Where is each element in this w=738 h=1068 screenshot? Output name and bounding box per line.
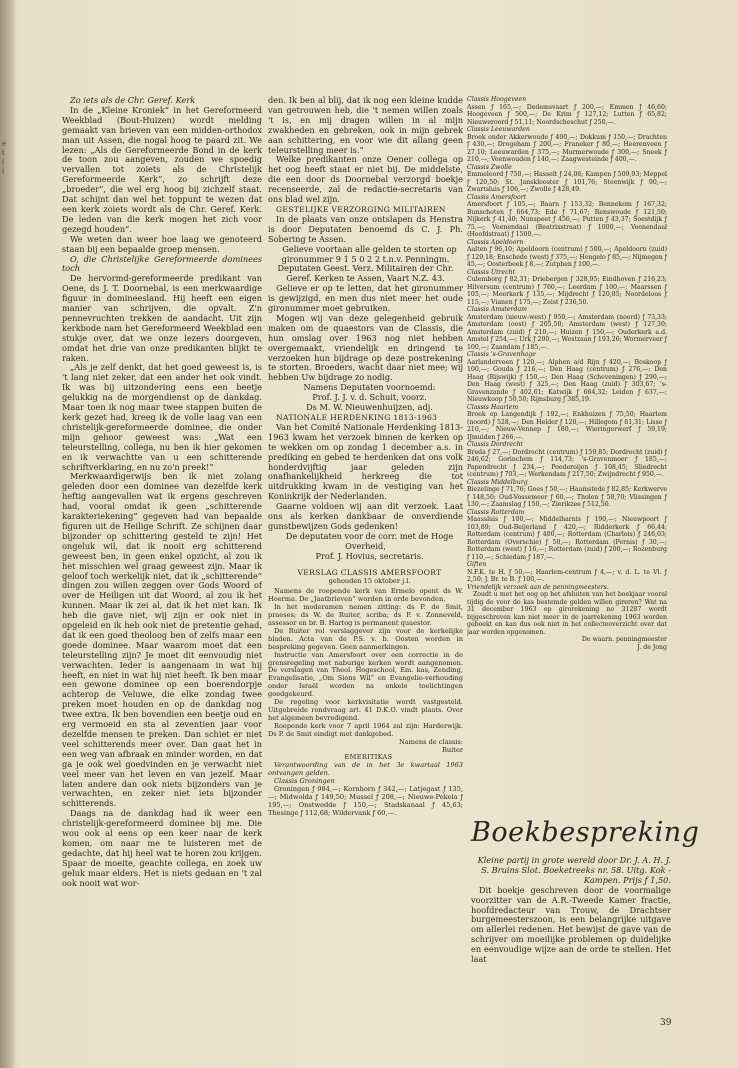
paragraph: In de plaats van onze ontslapen ds Henstra is door Deputaten benoemd ds C. J. Ph. Sobering te Assen. <box>268 213 463 244</box>
giften-amounts: N.F.K. te H. ƒ 50,—; Haarlem-centrum ƒ 4,—; v. d. L. te Vl. ƒ 2,50; J. Br. te B. ƒ 100,—. <box>467 568 667 583</box>
review-title: Boekbespreking <box>471 817 700 848</box>
column-1 <box>62 96 262 1056</box>
heading-chr-geref: Zo iets als de Chr. Geref. Kerk <box>70 96 196 105</box>
paragraph: Gaarne voldoen wij aan dit verzoek. Laat ons als kerken dankbaar de onverdiende gunstbewijzen Gods gedenken! <box>268 501 463 531</box>
subheading: gehouden 15 oktober j.l. <box>328 576 411 585</box>
request-heading: Vriendelijk verzoek aan de penningmeesters. <box>467 583 609 591</box>
subheading: Verantwoording van de in het 3e kwartaal 1963 ontvangen gelden. <box>268 761 463 778</box>
paragraph: Mogen wij van deze gelegenheid gebruik maken om de quaestors van de Classis, die hun omslag over 1963 nog niet hebben overgemaakt, vriendelijk en dringend te verzoeken hun bijdrage op deze postrekening te storten. Broeders, wacht daar niet mee; wij hebben Uw bijdrage zo nodig. <box>268 312 463 383</box>
paragraph: De hervormd-gereformeerde predikant van Oene, ds J. T. Doornebal, is een merkwaardige figuur in domineesland. Hij heeft een eigen manier van schrijven, die opvalt. Z'n pennevruchten trekken de aandacht. Uit zijn kerkbode nam het Gereformeerd Weekblad een stukje over, dat we onze lezers doorgeven, omdat het drie van onze predikanten blijkt te raken. <box>62 273 262 363</box>
classis-amounts: Biezelinge ƒ 71,76; Goes ƒ 50,—; Haamstede ƒ 82,85; Kerkwerve ƒ 148,50; Oud-Vossemeer ƒ 60,—; Tholen ƒ 58,70; Vlissingen ƒ 130,—; Zaamslag ƒ 150,—; Zierikzee ƒ 512,50. <box>467 486 667 508</box>
paragraph: We weten dan weer hoe laag we genoteerd staan bij een bepaalde groep mensen. <box>62 233 262 254</box>
classis-amounts: Aarlanderveen ƒ 120,—; Alphen a/d Rijn ƒ 420,—; Boskoop ƒ 100,—; Gouda ƒ 216,—; Den Haag (centrum) ƒ 276,—; Den Haag (Rijswijk) ƒ 150,—; Den Haag (Scheveningen) ƒ 290,—; Den Haag (west) ƒ 325,—; Den Haag (zuid) ƒ 303,67; 's-Gravenzande ƒ 402,61; Katwijk ƒ 664,32; Leiden ƒ 637,—; Nieuwkoop ƒ 50,50; Rijnsburg ƒ 385,19. <box>467 358 667 403</box>
column-3 <box>467 96 667 812</box>
signature: Namens de classis: <box>398 737 463 746</box>
paragraph: Instructie van Amersfoort over een correctie in de grensregeling met naburige kerken wordt aangenomen. De verslagen van Theol. Hogeschool, Em. kas, Zending, Evangelisatie, „Om Sions Wil” en Evangelie-verhouding onder Israël worden na enkele toelichtingen goedgekeurd. <box>268 650 463 699</box>
paragraph: Roepende kerk voor 7 april 1964 zal zijn: Harderwijk. Ds P. de Smit eindigt met dankgebed. <box>268 721 463 738</box>
classis-name: Classis Dordrecht <box>467 441 524 448</box>
classis-name: Classis Amersfoort <box>467 193 527 201</box>
classis-amounts: Culemborg ƒ 82,31; Driebergen ƒ 328,95; Eindhoven ƒ 216,23; Hilversum (centrum) ƒ 760,—; Leerdam ƒ 100,—; Maarssen ƒ 105,—; Meerkerk ƒ 135,—; Mijdrecht ƒ 120,85; Noordeloos ƒ 115,—; Vianen ƒ 175,—; Zeist ƒ 236,50. <box>467 276 667 306</box>
paragraph: Daags na de dankdag had ik weer een christelijk-gereformeerd dominee bij me. Die wou ook al eens op een keer naar de kerk komen, om naar me te luisteren met de gedachte, dat hij heel wat te horen zou krijgen. Spaar de moeite, geachte collega, en zoek uw geluk maar elders. Het is niets gedaan en 't zal ook nooit wat wor- <box>62 808 262 888</box>
classis-amounts: Amersfoort ƒ 105,—; Baarn ƒ 153,32; Bennekom ƒ 167,32; Bunschoten ƒ 664,73; Ede ƒ 71,67; Renswoude ƒ 121,50; Nijkerk ƒ 41,40; Nunspeet ƒ 456,—; Putten ƒ 43,37; Soestdijk ƒ 75,—; Veenendaal (Beatrixstraat) ƒ 1000,—; Veenendaal (Hoofdstraat) ƒ 1500,—. <box>467 201 667 238</box>
heading-herdenking: NATIONALE HERDENKING 1813-1963 <box>276 413 438 422</box>
classis-name: Classis 's-Gravenhage <box>467 351 536 358</box>
classis-amounts: Emmeloord ƒ 750,—; Hasselt ƒ 24,06; Kampen ƒ 509,93; Meppel ƒ 120,50; St. Jansklooster ƒ 101,76; Steenwijk ƒ 90,—; Zwartsluis ƒ 106,—; Zwolle ƒ 428,49. <box>467 171 667 193</box>
classis-name: Classis Amsterdam <box>467 306 528 313</box>
paragraph: De regeling voor kerkvisitatie wordt vastgesteld. Uitgebreide rondvraag art. 41 D.K.O. vindt plaats. Over het algemeen bevredigend. <box>268 698 463 722</box>
heading-verzorging: GESTELIJKE VERZORGING MILITAIREN <box>276 204 446 214</box>
review-body <box>471 856 671 965</box>
signature: Prof. J. J. v. d. Schuit, voorz. <box>312 392 427 403</box>
heading-emeritikas: EMERITIKAS <box>344 753 393 762</box>
heading-verslag: VERSLAG CLASSIS AMERSFOORT <box>297 567 442 577</box>
verslag-body <box>268 588 463 817</box>
classis-amounts: Assen ƒ 165,—; Dedemsvaart ƒ 200,—; Emmen ƒ 46,60; Hoogeveen ƒ 500,—; De Krim ƒ 127,12; Lutten ƒ 65,82; Nieuweroord ƒ 51,11; Noordscheschut ƒ 250,—. <box>467 103 667 126</box>
paragraph: In het moderamen nemen zitting: ds P. de Smit, praeses; ds W. de Ruiter, scriba; ds P. v. Zonneveld, assessor en br. B. Hartog is permanent quaestor. <box>268 603 463 628</box>
classis-name: Classis Haarlem <box>467 403 519 411</box>
paragraph: De Ruiter rol verslaggever zijn voor de kerkelijke bladen. Acta van de P.S. v. b. Oosten worden in bespreking gegeven. Geen aanmerkingen. <box>268 626 463 651</box>
gutter-marks: e t ( ( <box>2 140 7 175</box>
heading-dominees: O, die Christelijke Gereformeerde dominees toch <box>62 253 262 274</box>
classis-amounts: Amsterdam (nieuw-west) ƒ 950,—; Amsterdam (noord) ƒ 73,33; Amsterdam (oost) ƒ 205,50; Amsterdam (west) ƒ 127,30; Amsterdam (zuid) ƒ 210,—; Huizen ƒ 150,—; Ouderkerk a.d. Amstel ƒ 254,—; Urk ƒ 200,—; Westzaan ƒ 193,26; Wormerveer ƒ 100,—; Zaandam ƒ 185,—. <box>467 313 667 351</box>
classis-name: Classis Utrecht <box>467 268 516 276</box>
column-2 <box>268 96 463 1026</box>
classis-amounts: Aalten ƒ 96,10; Apeldoorn (centrum) ƒ 500,—; Apeldoorn (zuid) ƒ 129,18; Enschede (west) ƒ 375,—; Hengelo ƒ 85,—; Nijmegen ƒ 45,—; Oosterbeek ƒ 8,—; Zutphen ƒ 100,—. <box>467 246 667 268</box>
classis-name: Classis Groningen <box>274 777 335 786</box>
signature: Ds M. W. Nieuwenhuijzen, adj. <box>306 402 433 413</box>
classis-amounts: Broek onder Akkerwoude ƒ 400,—; Dokkum ƒ 150,—; Drachten ƒ 430,—; Drogeham ƒ 200,—; Franeker ƒ 80,—; Heerenveen ƒ 27,10; Leeuwarden ƒ 375,—; Murmerwoude ƒ 300,—; Sneek ƒ 210,—; Veenwouden ƒ 140,—; Zaagwesteinde ƒ 400,—. <box>467 133 667 163</box>
treasurer-signature: De waarn. penningmeester J. de Jong <box>581 636 667 651</box>
classis-amounts: Groningen ƒ 984,—; Kornhorn ƒ 342,—; Latjegast ƒ 135,—; Midwolda ƒ 149,50; Mussel ƒ 208,—; Nieuwe-Pekela ƒ 195,—; Onstwedde ƒ 150,—; Stadskanaal ƒ 45,63; Thesinge ƒ 112,68; Wildervank ƒ 60,—. <box>268 785 463 817</box>
signature-intro: Namens Deputaten voornoemd: <box>303 382 436 393</box>
paragraph: Namens de roepende kerk van Ermelo opent ds W. Hoerma. De „Jaatbrieven” worden in orde bevonden. <box>268 587 463 604</box>
page-number: 39 <box>660 1018 672 1028</box>
paragraph: Gelieve er op te letten, dat het gironummer is gewijzigd, en men dus niet meer het oude gironummer moet gebruiken. <box>268 283 463 314</box>
classis-name: Classis Rotterdam <box>467 508 525 516</box>
giro-address: Gelieve voortaan alle gelden te storten op gironummer 9 1 5 0 2 2 t.n.v. Penningm. Deputaten Geest. Verz. Militairen der Chr. Geref. Kerken te Assen, Vaart N.Z. 43. <box>277 243 457 284</box>
classis-name: Classis Hoogeveen <box>467 96 527 103</box>
classis-amounts: Broek op Langendijk ƒ 192,—; Enkhuizen ƒ 75,50; Haarlem (noord) ƒ 528,—; Den Helder ƒ 120,—; Hillegom ƒ 81,31; Lisse ƒ 210,—; Nieuw-Vennep ƒ 180,—; Wieringerwerf ƒ 59,19; IJmuiden ƒ 266,—. <box>467 411 667 441</box>
paragraph: Merkwaardigerwijs ben ik niet zolang geleden door een dominee van dezelfde kerk heftig aangevallen wat ik ergens geschreven had, vooral omdat ik geen „schitterende karakteriekening” gegeven had van bepaalde figuren uit de Heilige Schrift. Ze schijnen daar bijzonder op schittering gesteld te zijn! Het ongeluk wil, dat ik nooit erg schitterend geweest ben, in geen enkel opzicht, al zou ik het misschien wel graag geweest zijn. Maar ik geloof toch werkelijk niet, dat ik „schitterende” dingen zou willen zeggen over Gods Woord of over de Heiligen uit dat Woord, al zou ik het kunnen. Maar ik zei al, dat ik het niet kan. Ik heb die gave niet, wij zijn er ook niet in opgeleid en ik heb ook niet de pretentie gehad, dat ik een goed theoloog ben of zelfs maar een goede dominee. Maar waarom moet dat een teleurstelling zijn? Je moet dit eenvoudig niet verwachten. Ieder is aangenaam in wat hij heeft, en niet in wat hij niet heeft. Ik ben maar een gewone dominee op een boerendorpje achterop de Veluwe, die elke zondag twee preken moet houden en op de dankdag nog twee extra. Ik ben bovendien een beetje oud en erg vermoeid en sta al zeventien jaar voor dezelfde mensen te preken. Dan schiet er niet veel schitterends meer over. Dan gaat het in een weg van afbraak en minder worden, en dat ga je ook wel goedvinden en je verwacht niet veel meer van het leven en van jezelf. Maar laten andere dan ook niets bijzonders van je verwachten, en zeker niet iets bijzonder schitterends. <box>62 471 262 809</box>
signature-intro: De deputaten voor de corr. met de Hoge Overheid, <box>285 530 454 551</box>
paragraph: In de „Kleine Kroniek” in het Gereformeerd Weekblad (Bout-Huizen) wordt melding gemaakt van brieven van een midden-orthodox man uit Assen, die nogal hoog te paard zit. We lezen: „Als de Gereformeerde Bond in de kerk de toon zou aangeven, zouden we spoedig vervallen tot zoiets als de Christelijk Gereformeerde Kerk”, zo schrijft deze „broeder”, die wel erg hoog bij zichzelf staat. Dat schijnt dan wel het toppunt te wezen dat een kerk zoiets wordt als de Chr. Geref. Kerk. De leden van die kerk mogen het zich voor gezegd houden”. <box>62 104 262 234</box>
classis-name: Classis Zwolle <box>467 163 512 171</box>
giften-heading: Giften <box>467 561 487 568</box>
review-book-info: Kleine partij in grote wereld door Dr. J. A. H. J. S. Bruins Slot. Boeketreeks nr. 58. Uitg. Kok - Kampen. Prijs ƒ 1,50. <box>477 855 671 885</box>
classis-name: Classis Middelburg <box>467 478 528 486</box>
review-paragraph: Dit boekje geschreven door de voormalige voorzitter van de A.R.-Tweede Kamer fractie, hoofdredacteur van Trouw, de Drachtser burgemeesterszoon, is een belangrijke uitgave om allerlei redenen. Het bewijst de gave van de schrijver om moeilijke problemen op duidelijke en eenvoudige wijze aan de orde te stellen. Het laat <box>471 884 671 965</box>
classis-name: Classis Leeuwarden <box>467 126 530 133</box>
paragraph: den. Ik ben al blij, dat ik nog een kleine kudde van getrouwen heb, die 't nemen willen zoals 't is, en mij dragen willen in al mijn zwakheden en gebreken, ook in mijn gebrek aan schittering, en voor wie dit allang geen teleurstelling meer is.” <box>268 96 463 155</box>
classis-amounts: Maassluis ƒ 100,—; Middelharnis ƒ 190,—; Nieuwpoort ƒ 103,89; Oud-Beijerland ƒ 420,—; Ridderkerk ƒ 66,44; Rotterdam (centrum) ƒ 400,—; Rotterdam (Charlois) ƒ 246,03; Rotterdam (Overschie) ƒ 50,—; Rotterdam (Pernis) ƒ 30,—; Rotterdam (west) ƒ 16,—; Rotterdam (zuid) ƒ 200,—; Rozenburg ƒ 110,—; Schiedam ƒ 187,—. <box>467 516 667 561</box>
paragraph: Van het Comité Nationale Herdenking 1813-1963 kwam het verzoek binnen de kerken op te wekken om op zondag 1 december a.s. in prediking en gebed te herdenken dat ons volk honderdvijftig jaar geleden zijn onafhankelijkheid herkreeg die tot uitdrukking kwam in de vestiging van het Koninkrijk der Nederlanden. <box>268 421 463 502</box>
paragraph: Welke predikanten onze Oener collega op het oog heeft staat er niet bij. De middelste, die een door ds Doornebal verzorgd boekje recenseerde, zal de redactie-secretaris van ons blad wel zijn. <box>268 154 463 205</box>
classis-amounts: Breda ƒ 27,—; Dordrecht (centrum) ƒ 159,85; Dordrecht (zuid) ƒ 246,62; Gorinchem ƒ 114,73; 's-Gravenmoer ƒ 185,—; Papendrecht ƒ 234,—; Poederoijen ƒ 108,45; Sliedrecht (centrum) ƒ 703,—; Werkendam ƒ 217,50; Zwijndrecht ƒ 950,—. <box>467 448 667 478</box>
request-text: Zoudt u met het oog op het afsluiten van het boekjaar vooral tijdig de voor de kas bestemde gelden willen gireren? Wat na 31 december 1963 op girorekening no 31287 wordt bijgeschreven kan niet meer in de jaarrekening 1963 worden geboekt en kan dus ook niet in het collecteoverzicht over dat jaar worden opgenomen. <box>467 591 667 636</box>
signature: Ruiter <box>441 745 463 754</box>
paragraph: „Als je zelf denkt, dat het goed geweest is, is 't lang niet zeker, dat een ander het ook vindt. Ik was bij uitzondering eens een beetje gelukkig na de morgendienst op de dankdag. Maar toen ik nog maar twee stappen buiten de kerk gezet had, kreeg ik de volle laag van een christelijk-gereformeerde dominee, die onder mijn gehoor geweest was: „Wat een teleurstelling, collega, nu ben ik hier gekomen en ik verwachtte van u een schitterende schriftverklaring, en nu zo'n preek!” <box>62 362 262 472</box>
classis-name: Classis Apeldoorn <box>467 238 524 246</box>
signature: Prof. J. Hovius, secretaris. <box>315 550 424 561</box>
